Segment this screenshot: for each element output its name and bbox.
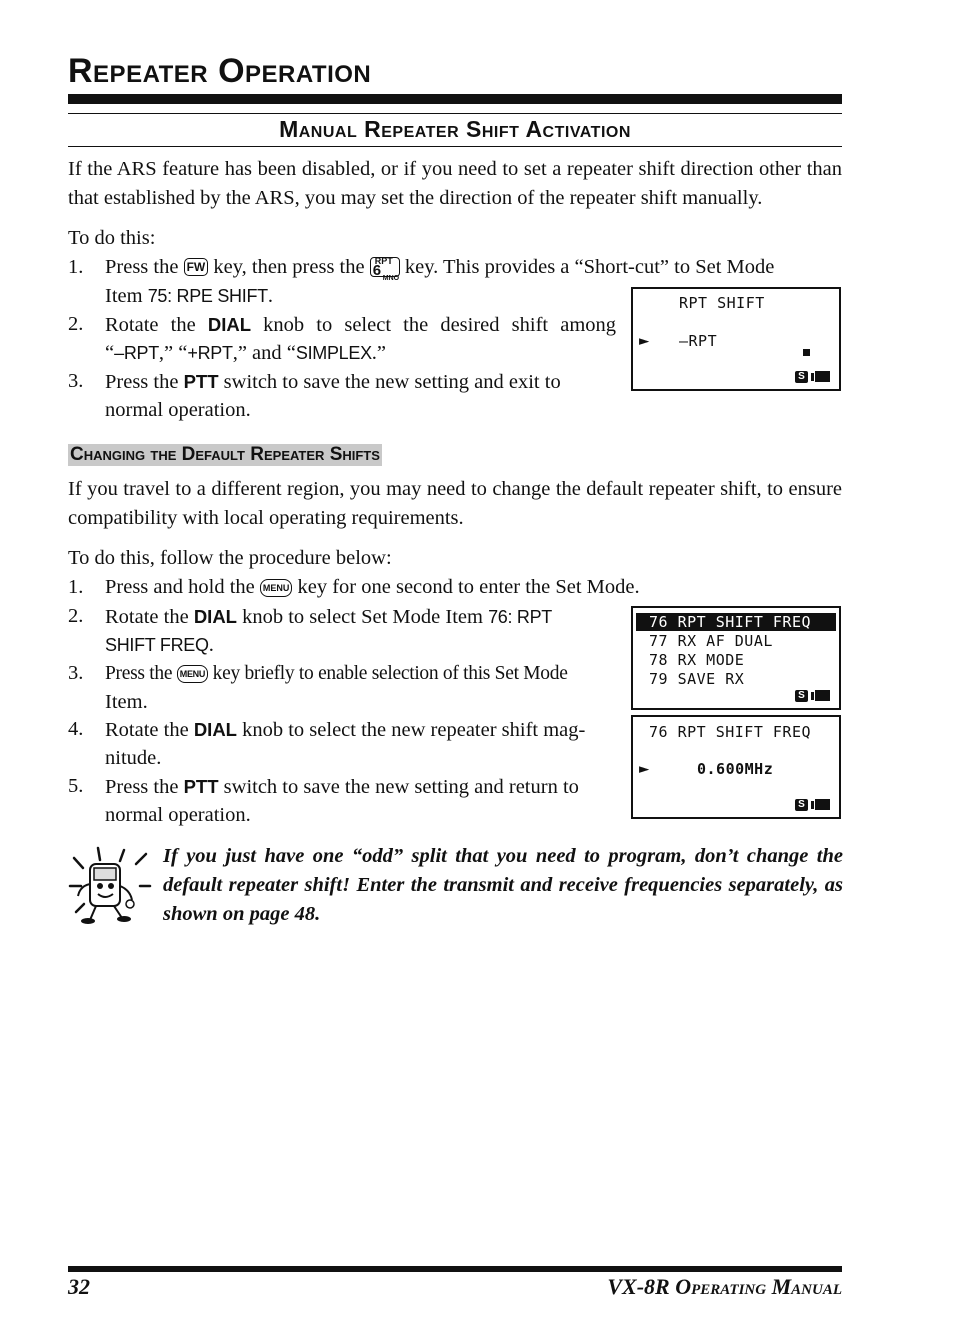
s-badge-icon: S [795, 690, 808, 702]
todo-label-1: To do this: [68, 227, 156, 249]
battery-icon [811, 799, 831, 811]
tip-note: If you just have one “odd” split that you need to program, don’t change the default repeater shift! Enter the transmit and receive frequencies separately, as shown on page 48. [163, 845, 843, 925]
pointer-arrow-icon: ► [639, 759, 650, 779]
set-item-75: 75: RPE SHIFT [147, 286, 268, 306]
header-rule [68, 94, 842, 104]
paragraph-2: If you travel to a different region, you may need to change the default repeater shift, to ensure compatibility with local operating requirements. [68, 478, 842, 529]
manual-title: VX-8R Operating Manual [607, 1274, 842, 1299]
subsection-title: Changing the Default Repeater Shifts [70, 444, 380, 465]
lcd-shift-freq: 76 RPT SHIFT FREQ ► 0.600MHz S [631, 715, 841, 819]
s-badge-icon: S [795, 799, 808, 811]
page-number: 32 [68, 1274, 90, 1299]
chapter-title: Repeater Operation [68, 52, 372, 90]
lcd-set-menu-list: 76 RPT SHIFT FREQ 77 RX AF DUAL 78 RX MODE 79 SAVE RX S [631, 606, 841, 710]
radio-mascot-icon [68, 846, 152, 924]
intro-paragraph: If the ARS feature has been disabled, or if you need to set a repeater shift direction other than that established by the ARS, you may set the direction of the repeater shift manually. [68, 158, 842, 209]
minus-indicator-icon [803, 349, 810, 356]
battery-icon [811, 371, 831, 383]
fw-key-icon: FW [184, 258, 209, 276]
lcd-rpt-shift: RPT SHIFT ► –RPT S [631, 287, 841, 391]
battery-icon [811, 690, 831, 702]
section-title: Manual Repeater Shift Activation [279, 116, 631, 142]
pointer-arrow-icon: ► [639, 331, 650, 351]
selected-menu-row: 76 RPT SHIFT FREQ [636, 613, 836, 631]
footer-rule [68, 1266, 842, 1272]
s-badge-icon: S [795, 371, 808, 383]
menu-key-icon: MENU [260, 579, 293, 597]
section-rule-top [68, 113, 842, 114]
section-rule-bottom [68, 146, 842, 147]
menu-key-icon: MENU [177, 665, 208, 683]
rpt-6-key-icon: RPT 6 MNO [370, 255, 400, 277]
todo-label-2: To do this, follow the procedure below: [68, 547, 392, 569]
